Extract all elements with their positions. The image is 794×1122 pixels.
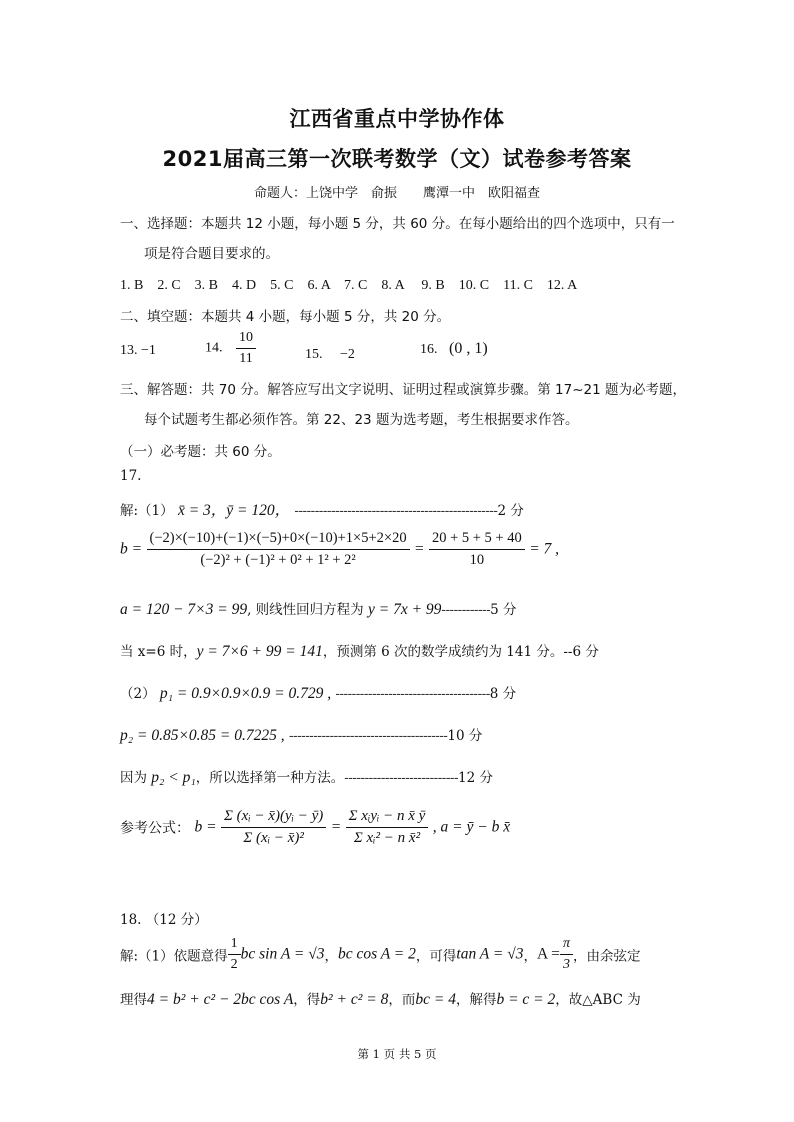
section1-heading-line2: 项是符合题目要求的。 bbox=[144, 246, 279, 262]
q18-l2-text5: ，故△ABC 为 bbox=[555, 992, 641, 1008]
answer-14-denominator: 11 bbox=[239, 351, 253, 366]
q17-score-8: 8 分 bbox=[489, 686, 517, 702]
q17-dash-8: -------------------------------------- bbox=[335, 686, 490, 702]
q17-dash-12: ---------------------------- bbox=[344, 770, 459, 786]
reference-fraction1 bbox=[221, 808, 326, 847]
reference-b-lhs: b = bbox=[194, 818, 217, 836]
q18-pi-numerator: π bbox=[560, 936, 573, 955]
q18-half-denominator: 2 bbox=[230, 957, 238, 972]
q17-score-2: 2 分 bbox=[497, 503, 524, 519]
required-questions-heading: （一）必考题：共 60 分。 bbox=[120, 444, 281, 460]
reference-fraction2 bbox=[346, 808, 429, 847]
document-subtitle: 2021届高三第一次联考数学（文）试卷参考答案 bbox=[162, 147, 632, 171]
q17-b-numerator1: (−2)×(−10)+(−1)×(−5)+0×(−10)+1×5+2×20 bbox=[147, 530, 410, 550]
q17-p2-line bbox=[120, 724, 482, 745]
q17-line1 bbox=[120, 498, 524, 520]
q17-prediction-line bbox=[120, 640, 599, 661]
answer-15: 15. −2 bbox=[305, 347, 355, 362]
q18-l2-text4: ，解得 bbox=[455, 992, 497, 1008]
q17-a-text: , 则线性回归方程为 bbox=[247, 602, 364, 618]
q18-half-fraction bbox=[228, 936, 241, 973]
q17-part2-label: （2） bbox=[120, 686, 156, 702]
reference-formula-label: 参考公式： bbox=[120, 820, 190, 837]
page-footer: 第 1 页 共 5 页 bbox=[357, 1047, 437, 1061]
q17-intercept-line bbox=[120, 598, 517, 619]
section1-heading-line1: 一、选择题：本题共 12 小题，每小题 5 分，共 60 分。在每小题给出的四个选项中，只有一 bbox=[120, 216, 675, 232]
q17-cmp-math: p₂ < p₁ bbox=[151, 769, 196, 786]
answer-14-fraction bbox=[236, 330, 256, 367]
reference-denominator2: Σ xᵢ² − n x̄² bbox=[353, 830, 421, 846]
reference-numerator1: Σ (xᵢ − x̄)(yᵢ − ȳ) bbox=[221, 808, 326, 828]
q17-p1-math: p₁ = 0.9×0.9×0.9 = 0.729 , bbox=[159, 685, 332, 702]
q18-pi-fraction bbox=[560, 936, 573, 973]
q17-score-10: 10 分 bbox=[447, 728, 483, 744]
q17-means: x̄ = 3，ȳ = 120， bbox=[177, 502, 291, 519]
q18-solution: b = c = 2 bbox=[496, 991, 556, 1008]
q18-sep1: ， bbox=[324, 948, 338, 965]
q17-b-lhs: b = bbox=[120, 540, 143, 558]
answer-16 bbox=[420, 340, 488, 358]
q17-a-value: a = 120 − 7×3 = 99 bbox=[120, 601, 248, 618]
author-line: 命题人：上饶中学 俞振 鹰潭一中 欧阳福查 bbox=[253, 186, 540, 201]
answer-16-label: 16. bbox=[420, 342, 438, 357]
section3-heading-line1: 三、解答题：共 70 分。解答应写出文字说明、证明过程或演算步骤。第 17~21 题为必考题， bbox=[120, 382, 687, 398]
q18-sum-squares: b² + c² = 8 bbox=[320, 991, 389, 1008]
q18-dot-eq: bc cos A = 2 bbox=[337, 945, 416, 963]
section2-heading: 二、填空题：本题共 4 小题，每小题 5 分，共 20 分。 bbox=[120, 309, 451, 325]
q17-pred-math: y = 7×6 + 99 = 141 bbox=[196, 643, 323, 660]
q18-half-numerator: 1 bbox=[228, 936, 241, 955]
q18-text2: ，可得 bbox=[415, 948, 457, 965]
q17-b-denominator1: (−2)² + (−1)² + 0² + 1² + 2² bbox=[200, 552, 356, 568]
answer-13: 13. −1 bbox=[120, 343, 156, 358]
answer-14 bbox=[205, 330, 256, 367]
q18-l2-text1: 理得 bbox=[120, 992, 147, 1008]
q17-b-result: = 7 , bbox=[529, 540, 560, 558]
q17-score-6: --6 分 bbox=[563, 644, 599, 660]
q18-text4: ，由余弦定 bbox=[572, 948, 641, 965]
q17-p2-math: p₂ = 0.85×0.85 = 0.7225 , bbox=[120, 727, 285, 744]
q17-compare-line bbox=[120, 766, 493, 787]
answer-16-value: (0 , 1) bbox=[449, 340, 488, 357]
reference-denominator1: Σ (xᵢ − x̄)² bbox=[243, 830, 304, 846]
q18-tan-eq: tan A = √3 bbox=[456, 945, 524, 963]
q17-cmp-text: ，所以选择第一种方法。 bbox=[195, 770, 345, 786]
q18-line1 bbox=[120, 936, 640, 973]
q18-number: 18. （12 分） bbox=[120, 912, 208, 928]
reference-a-formula: , a = ȳ − b x̄ bbox=[432, 818, 511, 836]
q17-slope-formula bbox=[120, 530, 559, 569]
q17-pred-prefix: 当 x=6 时， bbox=[120, 644, 197, 660]
q17-part1-label: 解:（1） bbox=[120, 503, 174, 519]
q17-pred-text: ，预测第 6 次的数学成绩约为 141 分。 bbox=[322, 644, 564, 660]
choice-answers: 1. B 2. C 3. B 4. D 5. C 6. A 7. C 8. A 9. B 10. C 11. C 12. A bbox=[120, 278, 578, 293]
q17-score-5: 5 分 bbox=[490, 602, 517, 618]
q18-cosine-law: 4 = b² + c² − 2bc cos A bbox=[147, 991, 294, 1008]
q18-part1-label: 解:（1）依题意得 bbox=[120, 948, 228, 965]
q18-text3: ， bbox=[523, 948, 537, 965]
q17-b-denominator2: 10 bbox=[469, 552, 485, 568]
q17-score-12: 12 分 bbox=[458, 770, 494, 786]
q17-cmp-prefix: 因为 bbox=[120, 770, 147, 786]
document-title: 江西省重点中学协作体 bbox=[289, 107, 505, 131]
q17-regression-equation: y = 7x + 99 bbox=[367, 601, 442, 618]
q18-bc-product: bc = 4 bbox=[415, 991, 456, 1008]
q17-b-fraction2 bbox=[429, 530, 525, 569]
q17-dash-5: ------------ bbox=[441, 602, 491, 618]
section3-heading-line2: 每个试题考生都必须作答。第 22、23 题为选考题，考生根据要求作答。 bbox=[144, 412, 579, 428]
reference-numerator2: Σ xᵢyᵢ − n x̄ ȳ bbox=[346, 808, 429, 828]
q17-b-numerator2: 20 + 5 + 5 + 40 bbox=[429, 530, 525, 550]
reference-formula: 参考公式： b = $\frac{\text{Σ (xᵢ − x̄)(yᵢ − ȳ)}}{\text{Σ (xᵢ − x̄)²}}$ = $\frac{\text{Σ xᵢyᵢ − n x̄ ȳ}}{\text{Σ xᵢ² − n x̄²}}$ , a = ȳ − b x̄ bbox=[120, 808, 511, 846]
q17-b-equals: = bbox=[414, 540, 425, 558]
answer-14-label: 14. bbox=[205, 340, 223, 356]
q18-l2-text2: ，得 bbox=[293, 992, 321, 1008]
q18-area-eq: bc sin A = √3 bbox=[240, 945, 325, 963]
q18-l2-text3: ，而 bbox=[388, 992, 416, 1008]
q17-p1-line bbox=[120, 682, 516, 703]
q18-pi-denominator: 3 bbox=[562, 957, 570, 972]
q17-dash-10: --------------------------------------- bbox=[288, 728, 448, 744]
q18-line2 bbox=[120, 988, 641, 1009]
answer-14-numerator: 10 bbox=[236, 330, 256, 349]
q17-dash-2: -------------------------------------------------- bbox=[294, 503, 498, 519]
q17-number: 17. bbox=[120, 468, 142, 484]
q18-angle-a: A = bbox=[536, 945, 560, 963]
q17-b-fraction1 bbox=[147, 530, 410, 569]
